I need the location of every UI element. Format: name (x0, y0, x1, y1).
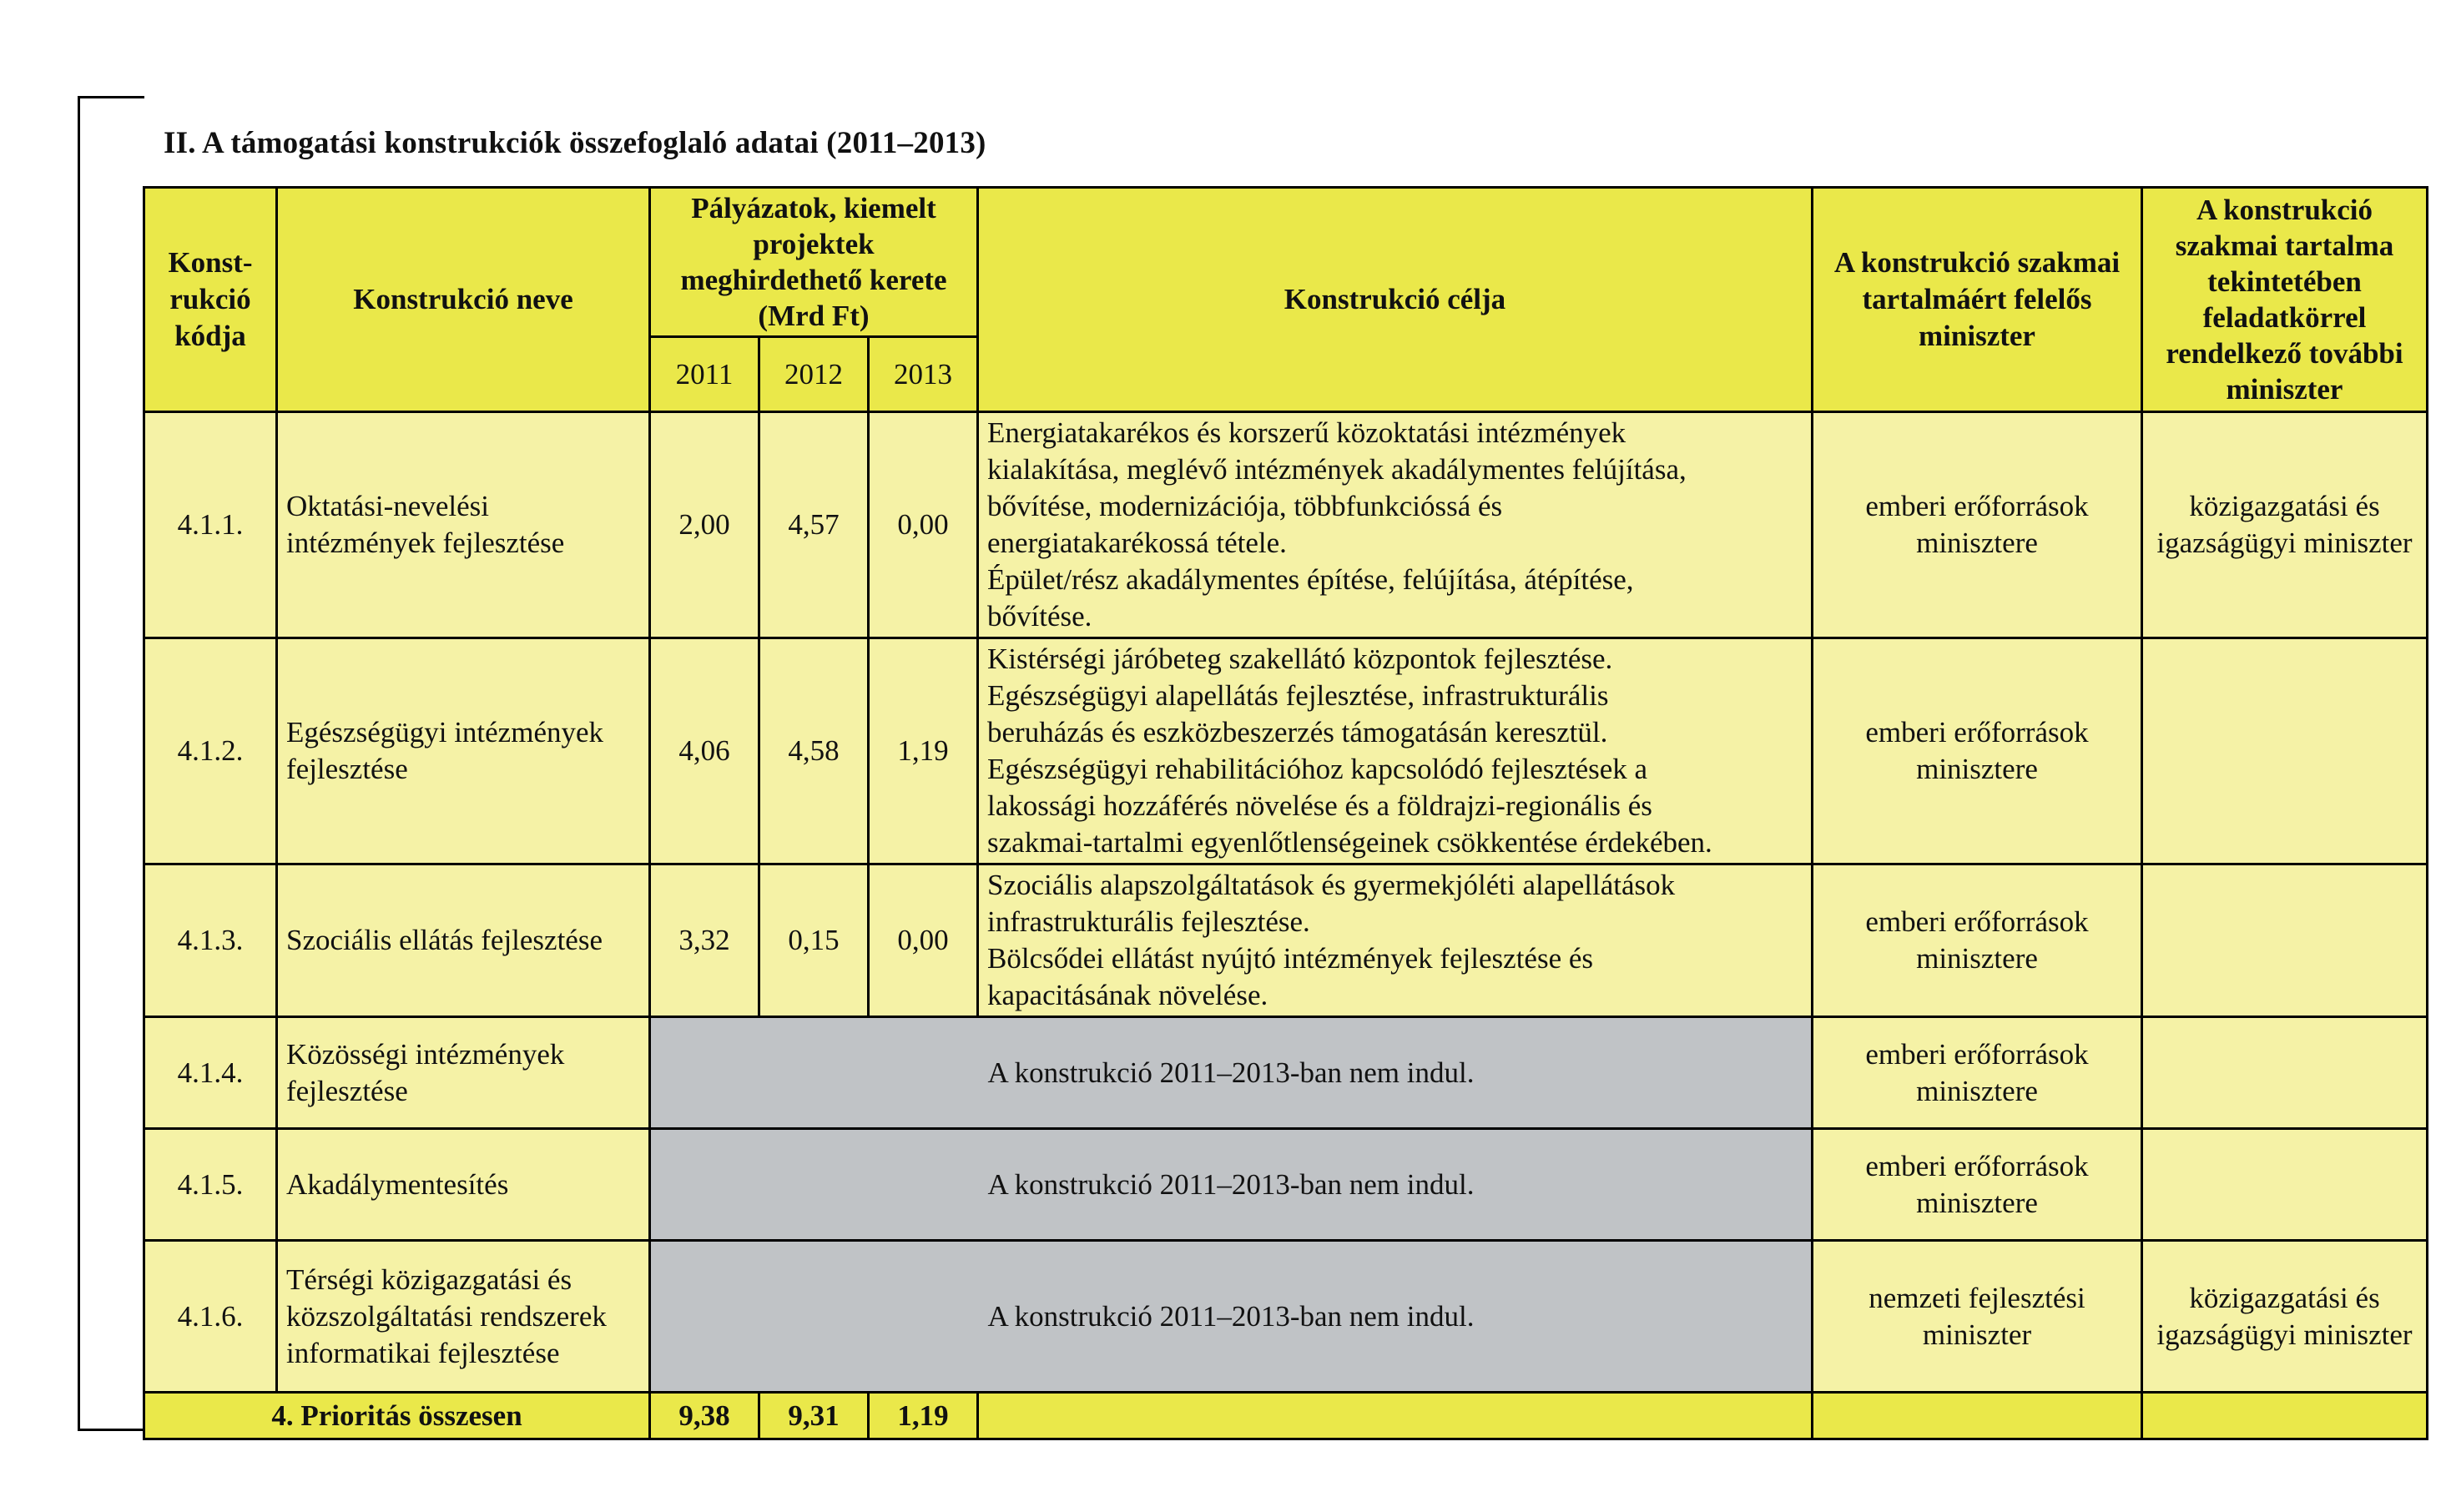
table-row (144, 412, 2428, 638)
goal-line: Szociális alapszolgáltatások és gyermekjóléti alapellátások (987, 869, 1676, 901)
row-code: 4.1.1. (144, 412, 277, 638)
row-responsible: emberi erőforrások minisztere (1813, 1129, 2142, 1241)
goal-line: infrastrukturális fejlesztése. (987, 905, 1310, 938)
row-value-2011: 4,06 (650, 638, 759, 864)
goal-line: bővítése. (987, 600, 1092, 633)
row-other: közigazgatási és igazságügyi miniszter (2142, 1241, 2428, 1393)
table-row (144, 638, 2428, 864)
row-other: közigazgatási és igazságügyi miniszter (2142, 412, 2428, 638)
row-name: Akadálymentesítés (277, 1129, 650, 1241)
row-name: Oktatási-nevelési intézmények fejlesztése (277, 412, 650, 638)
row-value-2011: 2,00 (650, 412, 759, 638)
row-other (2142, 1017, 2428, 1129)
total-value-2013: 1,19 (869, 1393, 978, 1439)
goal-line: Bölcsődei ellátást nyújtó intézmények fejlesztése és (987, 942, 1594, 975)
row-value-2011: 3,32 (650, 864, 759, 1017)
header-year-2013: 2013 (869, 337, 978, 412)
header-goal: Konstrukció célja (978, 188, 1813, 412)
goal-line: bővítése, modernizációja, többfunkcióssá és (987, 490, 1503, 522)
summary-table (143, 186, 2428, 1440)
row-goal (978, 864, 1813, 1017)
row-responsible: nemzeti fejlesztési miniszter (1813, 1241, 2142, 1393)
row-code: 4.1.2. (144, 638, 277, 864)
total-row (144, 1393, 2428, 1439)
row-other (2142, 638, 2428, 864)
row-goal (978, 638, 1813, 864)
row-code: 4.1.3. (144, 864, 277, 1017)
row-not-started: A konstrukció 2011–2013-ban nem indul. (650, 1129, 1813, 1241)
total-other-empty (2142, 1393, 2428, 1439)
goal-line: Egészségügyi rehabilitációhoz kapcsolódó fejlesztések a (987, 753, 1648, 785)
header-code: Konst-rukció kódja (144, 188, 277, 412)
table-row (144, 1129, 2428, 1241)
goal-line: kapacitásának növelése. (987, 979, 1268, 1011)
goal-line: Egészségügyi alapellátás fejlesztése, infrastrukturális (987, 679, 1609, 712)
row-code: 4.1.5. (144, 1129, 277, 1241)
row-goal (978, 412, 1813, 638)
row-value-2013: 0,00 (869, 864, 978, 1017)
row-other (2142, 1129, 2428, 1241)
row-name: Egészségügyi intézmények fejlesztése (277, 638, 650, 864)
total-label: 4. Prioritás összesen (144, 1393, 650, 1439)
row-value-2013: 1,19 (869, 638, 978, 864)
row-responsible: emberi erőforrások minisztere (1813, 638, 2142, 864)
goal-line: Kistérségi járóbeteg szakellátó központok fejlesztése. (987, 643, 1613, 675)
row-value-2012: 0,15 (759, 864, 869, 1017)
row-code: 4.1.6. (144, 1241, 277, 1393)
row-responsible: emberi erőforrások minisztere (1813, 412, 2142, 638)
row-responsible: emberi erőforrások minisztere (1813, 864, 2142, 1017)
table-row (144, 1241, 2428, 1393)
row-name: Szociális ellátás fejlesztése (277, 864, 650, 1017)
header-year-2012: 2012 (759, 337, 869, 412)
total-value-2012: 9,31 (759, 1393, 869, 1439)
row-other (2142, 864, 2428, 1017)
header-year-2011: 2011 (650, 337, 759, 412)
goal-line: energiatakarékossá tétele. (987, 527, 1287, 559)
row-not-started: A konstrukció 2011–2013-ban nem indul. (650, 1017, 1813, 1129)
row-code: 4.1.4. (144, 1017, 277, 1129)
goal-line: lakossági hozzáférés növelése és a földrajzi-regionális és (987, 789, 1652, 822)
row-not-started: A konstrukció 2011–2013-ban nem indul. (650, 1241, 1813, 1393)
total-responsible-empty (1813, 1393, 2142, 1439)
margin-frame (78, 96, 144, 1431)
table-row (144, 1017, 2428, 1129)
total-goal-empty (978, 1393, 1813, 1439)
header-other: A konstrukció szakmai tartalma tekintetében feladatkörrel rendelkező további miniszter (2142, 188, 2428, 412)
total-value-2011: 9,38 (650, 1393, 759, 1439)
row-value-2012: 4,57 (759, 412, 869, 638)
page-title: II. A támogatási konstrukciók összefoglaló adatai (2011–2013) (164, 126, 986, 160)
table-row (144, 864, 2428, 1017)
header-row (144, 188, 2428, 337)
header-name: Konstrukció neve (277, 188, 650, 412)
goal-line: kialakítása, meglévő intézmények akadálymentes felújítása, (987, 453, 1687, 486)
row-name: Térségi közigazgatási és közszolgáltatási rendszerek informatikai fejlesztése (277, 1241, 650, 1393)
goal-line: beruházás és eszközbeszerzés támogatásán keresztül. (987, 716, 1608, 748)
header-responsible: A konstrukció szakmai tartalmáért felelős miniszter (1813, 188, 2142, 412)
row-value-2012: 4,58 (759, 638, 869, 864)
row-name: Közösségi intézmények fejlesztése (277, 1017, 650, 1129)
goal-line: Épület/rész akadálymentes építése, felújítása, átépítése, (987, 563, 1634, 596)
goal-line: szakmai-tartalmi egyenlőtlenségeinek csökkentése érdekében. (987, 826, 1712, 859)
header-budget: Pályázatok, kiemelt projektek meghirdethető kerete (Mrd Ft) (650, 188, 978, 337)
row-value-2013: 0,00 (869, 412, 978, 638)
row-responsible: emberi erőforrások minisztere (1813, 1017, 2142, 1129)
goal-line: Energiatakarékos és korszerű közoktatási intézmények (987, 416, 1626, 449)
